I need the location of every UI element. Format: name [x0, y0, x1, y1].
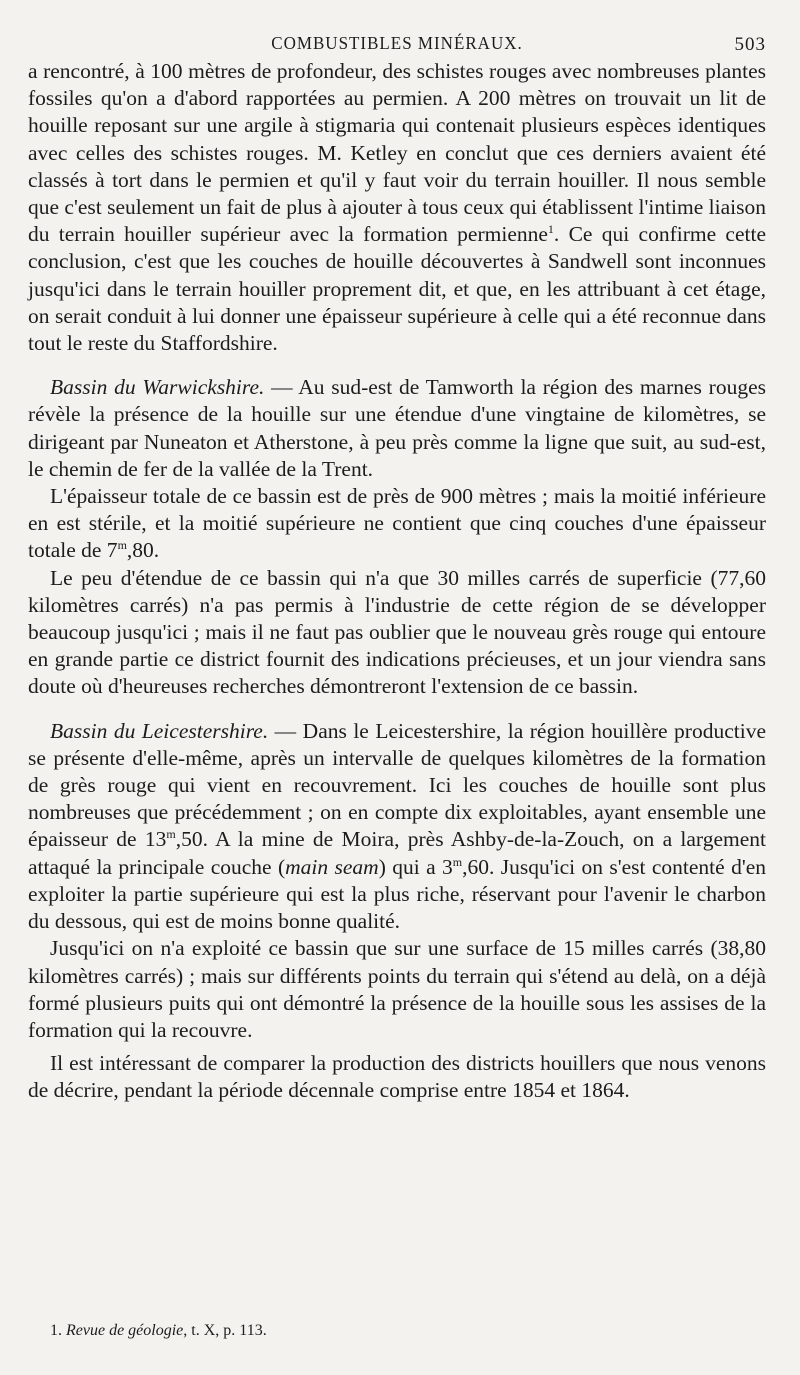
section-heading-leicestershire: Bassin du Leicestershire. [50, 718, 269, 743]
paragraph-surface: Jusqu'ici on n'a exploité ce bassin que sur une surface de 15 milles carrés (38,80 kilomètres carrés) ; mais sur différents points du terrain qui s'étend au delà, on a déjà formé plusieurs puits qui ont démontré la présence de la houille sous les assises de la formation qui la recouvre. [28, 936, 766, 1042]
paragraph-warwickshire: Bassin du Warwickshire. — Au sud-est de Tamworth la région des marnes rouges révèle la présence de la houille sur une étendue d'une vingtaine de kilomètres, se dirigeant par Nuneaton et Atherstone, à peu près comme la ligne que suit, au sud-est, le chemin de fer de la vallée de la Trent. [28, 375, 767, 481]
footnote [50, 1322, 267, 1340]
paragraph-thickness: L'épaisseur totale de ce bassin est de près de 900 mètres ; mais la moitié inférieure en est stérile, et la moitié supérieure ne contient que cinq couches d'une épaisseur totale de 7$^m$,80. [28, 484, 766, 563]
running-title: COMBUSTIBLES MINÉRAUX. [271, 33, 523, 54]
paragraph-extent: Le peu d'étendue de ce bassin qui n'a que 30 milles carrés de superficie (77,60 kilomètres carrés) n'a pas permis à l'industrie de cette région de se développer beaucoup jusqu'ici ; mais il ne faut pas oublier que le nouveau grès rouge qui entoure en grande partie ce district fournit des indications précieuses, et un jour viendra sans doute où d'heureuses recherches démontreront l'extension de ce bassin. [28, 565, 766, 699]
page-number: 503 [734, 34, 766, 55]
paragraph-leicestershire: Bassin du Leicestershire. — Dans le Leicestershire, la région houillère productive se présente d'elle-même, après un intervalle de quelques kilomètres de la formation de grès rouge qui vient en recouvrement. Ici les couches de houille sont plus nombreuses que précédemment ; on en compte dix exploitables, ayant ensemble une épaisseur de 13$^m$,50. A la mine de Moira, près Ashby-de-la-Zouch, on a largement attaqué la principale couche (main seam) qui a 3$^m$,60. Jusqu'ici on s'est contenté d'en exploiter la partie supérieure qui est la plus riche, réservant pour l'avenir le charbon du dessous, qui est de moins bonne qualité. [28, 718, 766, 934]
footnote-source: Revue de géologie [66, 1322, 184, 1339]
term-main-seam: main seam [285, 854, 379, 879]
section-heading-warwickshire: Bassin du Warwickshire. [50, 375, 265, 400]
body-text [28, 58, 766, 1105]
paragraph-sandwell: a rencontré, à 100 mètres de profondeur, des schistes rouges avec nombreuses plantes fossiles qu'on a d'abord rapportées au permien. A 200 mètres on trouvait un lit de houille reposant sur une argile à stigmaria qui contenait plusieurs espèces identiques avec celles des schistes rouges. M. Ketley en conclut que ces derniers avaient été classés à tort dans le permien et qu'il y faut voir du terrain houiller. Il nous semble que c'est seulement un fait de plus à ajouter à tous ceux qui établissent l'intime liaison du terrain houiller supérieur avec la formation permienne$^1$. Ce qui confirme cette conclusion, c'est que les couches de houille découvertes à Sandwell sont inconnues jusqu'ici dans le terrain houiller proprement dit, et que, en les attribuant à cet étage, on serait conduit à lui donner une épaisseur supérieure à celle qui a été reconnue dans tout le reste du Staffordshire. [28, 59, 766, 356]
footnote-details: , t. X, p. 113. [183, 1322, 267, 1339]
footnote-number: 1. [50, 1322, 62, 1339]
footnote-ref: 1 [547, 222, 554, 237]
paragraph-production: Il est intéressant de comparer la production des districts houillers que nous venons de décrire, pendant la période décennale comprise entre 1854 et 1864. [28, 1051, 766, 1103]
running-head [28, 28, 766, 58]
